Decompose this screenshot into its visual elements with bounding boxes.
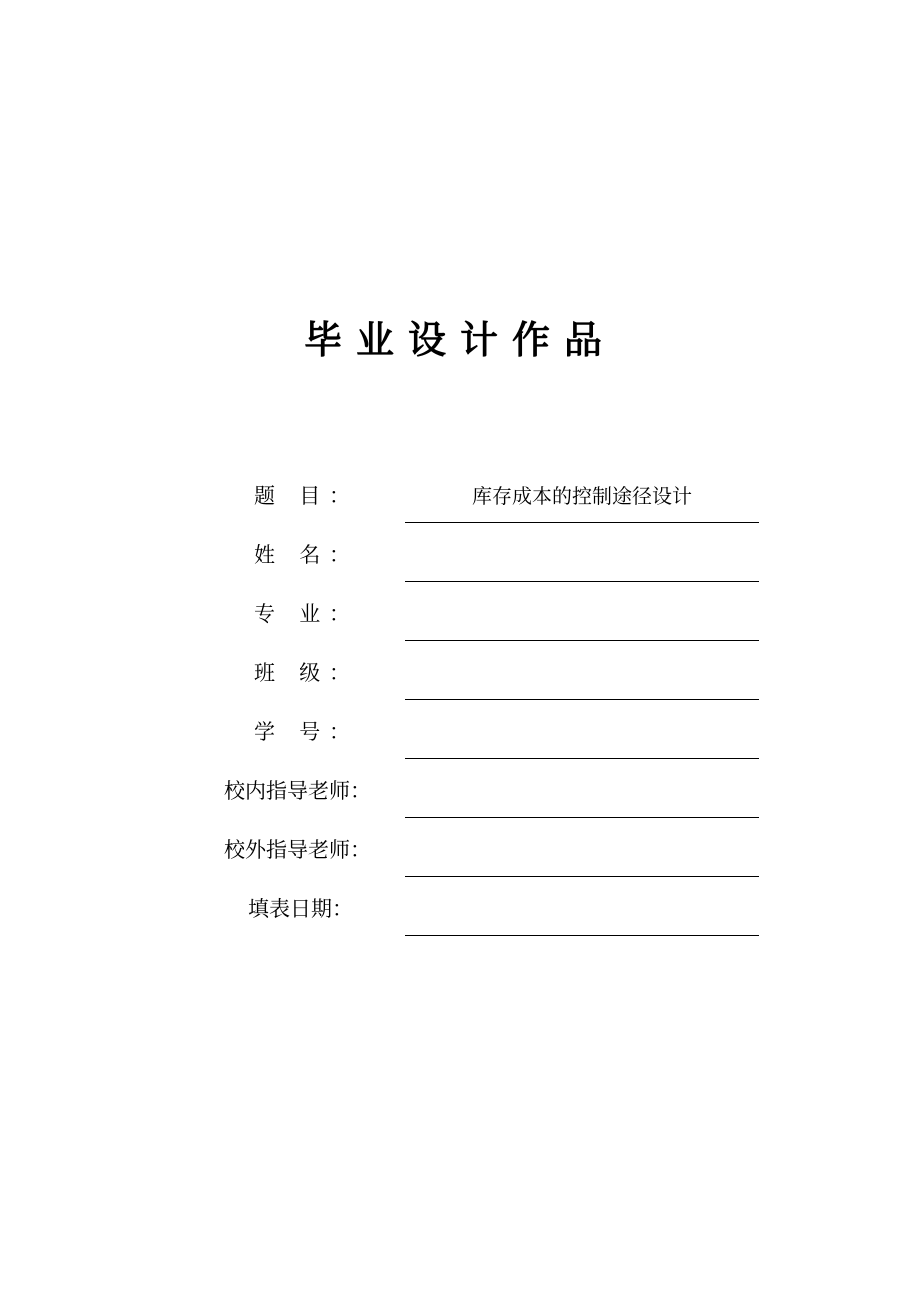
field-label-name: 姓 名： [254, 543, 350, 567]
field-label-external-advisor: 校外指导老师： [224, 838, 371, 862]
form-row-student-id [0, 700, 920, 759]
underline [405, 935, 759, 936]
form-row-topic [0, 464, 920, 523]
page-title: 毕业设计作品 [303, 318, 616, 362]
field-value-topic: 库存成本的控制途径设计 [472, 484, 692, 508]
form-row-major [0, 582, 920, 641]
form-row-fill-date [0, 877, 920, 936]
field-label-student-id: 学 号： [254, 720, 350, 744]
form-row-external-advisor [0, 818, 920, 877]
field-label-fill-date: 填表日期： [248, 897, 353, 921]
field-label-topic: 题 目： [254, 484, 350, 508]
form-row-internal-advisor [0, 759, 920, 818]
form-row-class [0, 641, 920, 700]
field-label-class: 班 级： [254, 661, 350, 685]
form-row-name [0, 523, 920, 582]
field-label-major: 专 业： [254, 602, 350, 626]
field-label-internal-advisor: 校内指导老师： [224, 779, 371, 803]
